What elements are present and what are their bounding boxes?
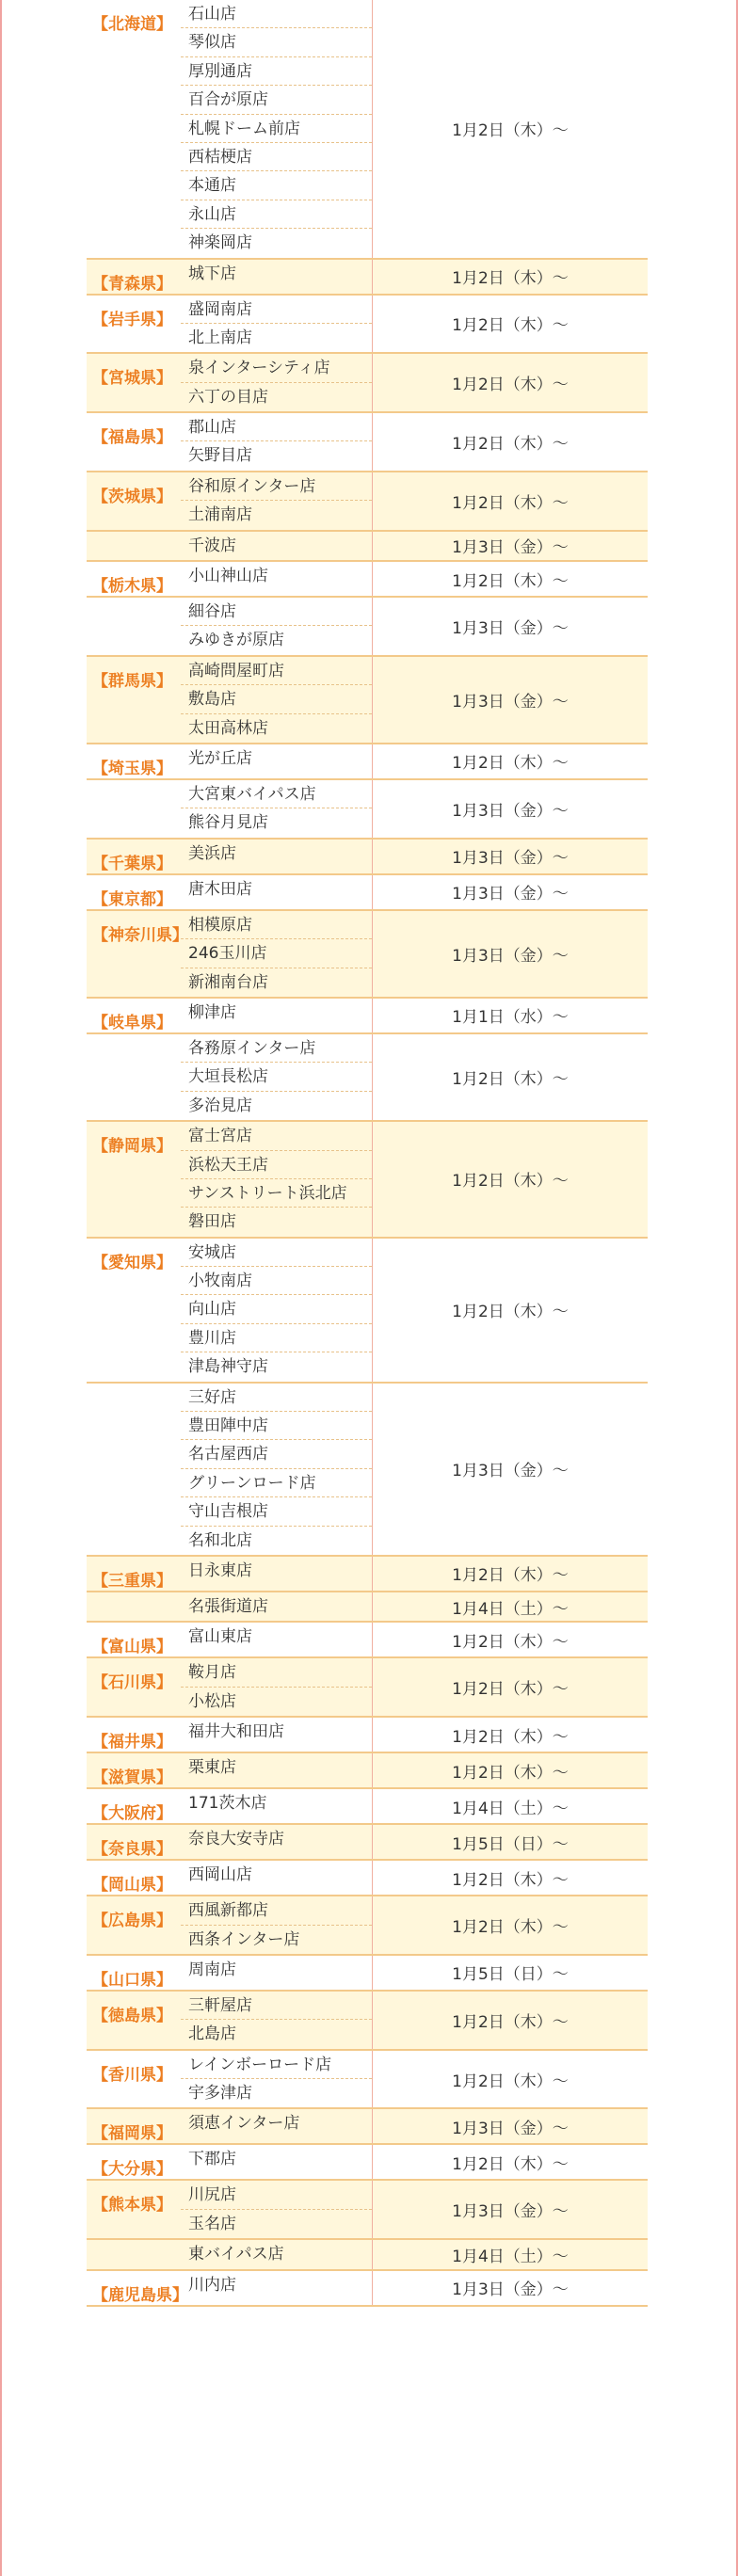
store-list (181, 1034, 372, 1120)
store-name: 西風新都店 (181, 1896, 372, 1925)
store-name: 琴似店 (181, 28, 372, 56)
reopen-date: 1月3日（金）〜 (372, 1384, 648, 1555)
store-list (181, 999, 372, 1032)
prefecture-label: 【三重県】 (92, 1571, 172, 1591)
store-name: 向山店 (181, 1295, 372, 1323)
prefecture-label (87, 2240, 181, 2268)
table-row (87, 296, 648, 355)
reopen-date: 1月3日（金）〜 (372, 657, 648, 743)
store-name: 札幌ドーム前店 (181, 115, 372, 143)
table-row (87, 1718, 648, 1753)
store-list (181, 296, 372, 353)
store-list (181, 2051, 372, 2108)
store-name: 神楽岡店 (188, 233, 252, 253)
store-name: 磐田店 (188, 1212, 236, 1232)
table-row (87, 1861, 648, 1896)
store-name: 川内店 (188, 2275, 236, 2295)
store-list (181, 1861, 372, 1895)
store-name: 千波店 (188, 536, 236, 555)
table-row (87, 2109, 648, 2145)
reopen-date: 1月3日（金）〜 (372, 598, 648, 655)
prefecture-label: 【茨城県】 (92, 487, 172, 506)
prefecture-label: 【東京都】 (92, 889, 172, 909)
store-name: 石山店 (181, 0, 372, 28)
table-row (87, 598, 648, 657)
prefecture-label: 【熊本県】 (92, 2196, 172, 2216)
store-name: 熊谷月見店 (188, 813, 268, 833)
prefecture-label (87, 532, 181, 560)
prefecture-label: 【愛知県】 (92, 1253, 172, 1272)
reopen-date: 1月3日（金）〜 (372, 2271, 648, 2305)
table-row (87, 911, 648, 999)
prefecture-label (87, 1592, 181, 1621)
table-row (87, 1239, 648, 1384)
store-name: 光が丘店 (188, 748, 252, 768)
store-name: 東バイパス店 (188, 2245, 284, 2264)
table-row (87, 1896, 648, 1956)
table-row (87, 354, 648, 413)
table-row (87, 875, 648, 911)
store-name: 西条インター店 (188, 1929, 300, 1949)
table-row (87, 999, 648, 1034)
store-name: 谷和原インター店 (181, 472, 372, 501)
table-row (87, 744, 648, 780)
store-name: 津島神守店 (188, 1357, 268, 1377)
store-name: 須恵インター店 (188, 2114, 300, 2134)
store-name: 栗東店 (188, 1758, 236, 1778)
store-list (181, 2145, 372, 2179)
store-list (181, 1623, 372, 1656)
prefecture-label: 【神奈川県】 (92, 925, 188, 945)
prefecture-label: 【青森県】 (92, 274, 172, 294)
table-row (87, 1753, 648, 1789)
reopen-date: 1月4日（土）〜 (372, 2240, 648, 2268)
reopen-date: 1月2日（木）〜 (372, 1992, 648, 2049)
store-list (181, 1384, 372, 1555)
store-name: 多治見店 (188, 1096, 252, 1115)
store-list (181, 1992, 372, 2049)
store-name: 各務原インター店 (181, 1034, 372, 1063)
prefecture-label: 【香川県】 (92, 2065, 172, 2085)
reopen-date: 1月3日（金）〜 (372, 840, 648, 873)
table-row (87, 780, 648, 840)
table-row (87, 1658, 648, 1718)
table-row (87, 1122, 648, 1239)
store-name: 福井大和田店 (188, 1722, 284, 1742)
reopen-date: 1月2日（木）〜 (372, 1034, 648, 1120)
store-list (181, 1592, 372, 1621)
prefecture-label: 【広島県】 (92, 1912, 172, 1931)
store-list (181, 875, 372, 909)
reopen-date: 1月3日（金）〜 (372, 532, 648, 560)
table-row (87, 2181, 648, 2240)
table-row (87, 2271, 648, 2307)
store-list (181, 744, 372, 778)
prefecture-label: 【静岡県】 (92, 1137, 172, 1157)
reopen-date: 1月1日（水）〜 (372, 999, 648, 1032)
store-name: 美浜店 (188, 843, 236, 863)
reopen-date: 1月2日（木）〜 (372, 2051, 648, 2108)
store-name: 名張街道店 (188, 1596, 268, 1616)
table-row (87, 2240, 648, 2270)
table-row (87, 1557, 648, 1592)
reopen-date: 1月2日（木）〜 (372, 354, 648, 411)
store-list (181, 911, 372, 997)
table-row (87, 260, 648, 296)
store-name: 北島店 (188, 2024, 236, 2044)
table-row (87, 532, 648, 562)
prefecture-label (87, 1034, 181, 1120)
store-name: 本通店 (181, 171, 372, 200)
reopen-date: 1月2日（木）〜 (372, 1557, 648, 1591)
store-list (181, 657, 372, 743)
store-name: 柳津店 (188, 1002, 236, 1022)
store-name: 富士宮店 (181, 1122, 372, 1150)
store-list (181, 2181, 372, 2238)
table-row (87, 1992, 648, 2051)
prefecture-label: 【岡山県】 (92, 1876, 172, 1896)
page-frame-left (0, 0, 2, 2576)
store-name: 厚別通店 (181, 57, 372, 86)
reopen-date: 1月5日（日）〜 (372, 1825, 648, 1859)
store-list (181, 1789, 372, 1823)
store-list (181, 2271, 372, 2305)
store-list (181, 354, 372, 411)
table-row (87, 562, 648, 598)
prefecture-label: 【福島県】 (92, 428, 172, 448)
table-row (87, 2051, 648, 2110)
store-name: 三軒屋店 (181, 1992, 372, 2020)
reopen-date: 1月2日（木）〜 (372, 1861, 648, 1895)
prefecture-label: 【滋賀県】 (92, 1768, 172, 1788)
store-list (181, 1239, 372, 1382)
store-name: 玉名店 (188, 2214, 236, 2233)
prefecture-label: 【奈良県】 (92, 1840, 172, 1860)
reopen-date: 1月4日（土）〜 (372, 1789, 648, 1823)
store-name: サンストリート浜北店 (181, 1179, 372, 1208)
store-name: 富山東店 (188, 1627, 252, 1647)
store-name: 守山吉根店 (181, 1497, 372, 1526)
store-name: 永山店 (181, 200, 372, 229)
store-list (181, 1825, 372, 1859)
store-name: 豊田陣中店 (181, 1412, 372, 1440)
reopen-date: 1月2日（木）〜 (372, 744, 648, 778)
store-name: 城下店 (188, 264, 236, 283)
store-list (181, 472, 372, 530)
store-list (181, 780, 372, 838)
reopen-date: 1月2日（木）〜 (372, 472, 648, 530)
store-name: 相模原店 (181, 911, 372, 939)
store-name: 矢野目店 (188, 446, 252, 466)
store-list (181, 532, 372, 560)
store-name: 奈良大安寺店 (188, 1830, 284, 1849)
prefecture-label (87, 1384, 181, 1555)
prefecture-label: 【千葉県】 (92, 854, 172, 873)
table-row (87, 0, 648, 260)
store-name: 唐木田店 (188, 879, 252, 899)
store-name: 西岡山店 (188, 1865, 252, 1885)
reopen-date: 1月4日（土）〜 (372, 1592, 648, 1621)
reopen-date: 1月3日（金）〜 (372, 2109, 648, 2143)
store-name: 泉インターシティ店 (181, 354, 372, 382)
reopen-date: 1月2日（木）〜 (372, 1239, 648, 1382)
store-list (181, 1896, 372, 1954)
reopen-date: 1月3日（金）〜 (372, 875, 648, 909)
table-row (87, 2145, 648, 2181)
store-name: 浜松天王店 (181, 1151, 372, 1179)
store-name: みゆきが原店 (188, 631, 284, 650)
reopen-date: 1月2日（木）〜 (372, 1753, 648, 1787)
table-row (87, 1034, 648, 1122)
prefecture-label: 【北海道】 (92, 15, 172, 34)
table-row (87, 1789, 648, 1825)
store-name: 盛岡南店 (181, 296, 372, 324)
store-name: 三好店 (181, 1384, 372, 1412)
store-name: 川尻店 (181, 2181, 372, 2209)
store-name: 171茨木店 (188, 1794, 267, 1814)
reopen-date: 1月2日（木）〜 (372, 1623, 648, 1656)
store-name: 西桔梗店 (181, 143, 372, 171)
reopen-date: 1月2日（木）〜 (372, 296, 648, 353)
store-name: 246玉川店 (181, 939, 372, 968)
table-row (87, 1956, 648, 1992)
reopen-date: 1月2日（木）〜 (372, 1658, 648, 1716)
prefecture-label: 【富山県】 (92, 1638, 172, 1657)
store-name: 大宮東バイパス店 (181, 780, 372, 808)
reopen-date: 1月3日（金）〜 (372, 780, 648, 838)
prefecture-label: 【栃木県】 (92, 577, 172, 597)
table-row (87, 1825, 648, 1861)
store-name: 小山神山店 (188, 567, 268, 586)
reopen-date: 1月2日（木）〜 (372, 1718, 648, 1752)
reopen-date: 1月3日（金）〜 (372, 2181, 648, 2238)
store-name: 宇多津店 (188, 2084, 252, 2104)
reopen-date: 1月2日（木）〜 (372, 0, 648, 258)
store-list (181, 598, 372, 655)
prefecture-label: 【石川県】 (92, 1673, 172, 1693)
store-name: 北上南店 (188, 328, 252, 347)
store-list (181, 0, 372, 258)
table-row (87, 657, 648, 744)
reopen-date: 1月2日（木）〜 (372, 1896, 648, 1954)
reopen-date: 1月2日（木）〜 (372, 413, 648, 471)
store-name: 細谷店 (181, 598, 372, 626)
prefecture-label: 【岐阜県】 (92, 1013, 172, 1032)
store-name: 安城店 (181, 1239, 372, 1267)
store-name: 小牧南店 (181, 1267, 372, 1295)
store-list (181, 2240, 372, 2268)
store-list (181, 1122, 372, 1237)
table-row (87, 1623, 648, 1658)
store-name: 高崎問屋町店 (181, 657, 372, 685)
store-name: 周南店 (188, 1960, 236, 1979)
store-name: グリーンロード店 (181, 1469, 372, 1497)
table-row (87, 472, 648, 532)
prefecture-label: 【埼玉県】 (92, 759, 172, 778)
reopen-date: 1月3日（金）〜 (372, 911, 648, 997)
store-list (181, 1718, 372, 1752)
store-list (181, 1753, 372, 1787)
store-name: 百合が原店 (181, 86, 372, 114)
table-row (87, 1592, 648, 1623)
store-list (181, 1557, 372, 1591)
store-name: 敷島店 (181, 685, 372, 713)
store-name: 下郡店 (188, 2150, 236, 2169)
store-name: 太田高林店 (188, 718, 268, 738)
prefecture-label: 【大分県】 (92, 2160, 172, 2180)
table-row (87, 1384, 648, 1557)
reopen-date: 1月5日（日）〜 (372, 1956, 648, 1990)
prefecture-label: 【鹿児島県】 (92, 2285, 188, 2305)
prefecture-label: 【岩手県】 (92, 310, 172, 329)
store-name: 郡山店 (181, 413, 372, 441)
prefecture-label: 【大阪府】 (92, 1804, 172, 1824)
store-name: 名古屋西店 (181, 1440, 372, 1468)
store-name: 大垣長松店 (181, 1063, 372, 1091)
reopen-date: 1月2日（木）〜 (372, 260, 648, 294)
store-list (181, 1956, 372, 1990)
table-row (87, 840, 648, 875)
store-name: 鞍月店 (181, 1658, 372, 1687)
store-name: 土浦南店 (188, 505, 252, 525)
store-name: レインボーロード店 (181, 2051, 372, 2079)
store-name: 豊川店 (181, 1324, 372, 1352)
prefecture-label: 【宮城県】 (92, 369, 172, 389)
prefecture-label: 【山口県】 (92, 1970, 172, 1990)
prefecture-label: 【福岡県】 (92, 2124, 172, 2144)
store-schedule-table (87, 0, 648, 2307)
store-name: 名和北店 (188, 1530, 252, 1550)
store-list (181, 260, 372, 294)
store-name: 小松店 (188, 1691, 236, 1711)
prefecture-label (87, 780, 181, 838)
store-name: 六丁の目店 (188, 387, 268, 407)
reopen-date: 1月2日（木）〜 (372, 1122, 648, 1237)
prefecture-label (87, 598, 181, 655)
reopen-date: 1月2日（木）〜 (372, 2145, 648, 2179)
store-name: 新湘南台店 (188, 972, 268, 992)
store-list (181, 562, 372, 596)
store-list (181, 840, 372, 873)
prefecture-label: 【群馬県】 (92, 671, 172, 691)
table-row (87, 413, 648, 472)
prefecture-label: 【福井県】 (92, 1733, 172, 1752)
reopen-date: 1月2日（木）〜 (372, 562, 648, 596)
store-list (181, 1658, 372, 1716)
store-list (181, 413, 372, 471)
store-list (181, 2109, 372, 2143)
store-name: 日永東店 (188, 1560, 252, 1580)
prefecture-label: 【徳島県】 (92, 2006, 172, 2025)
